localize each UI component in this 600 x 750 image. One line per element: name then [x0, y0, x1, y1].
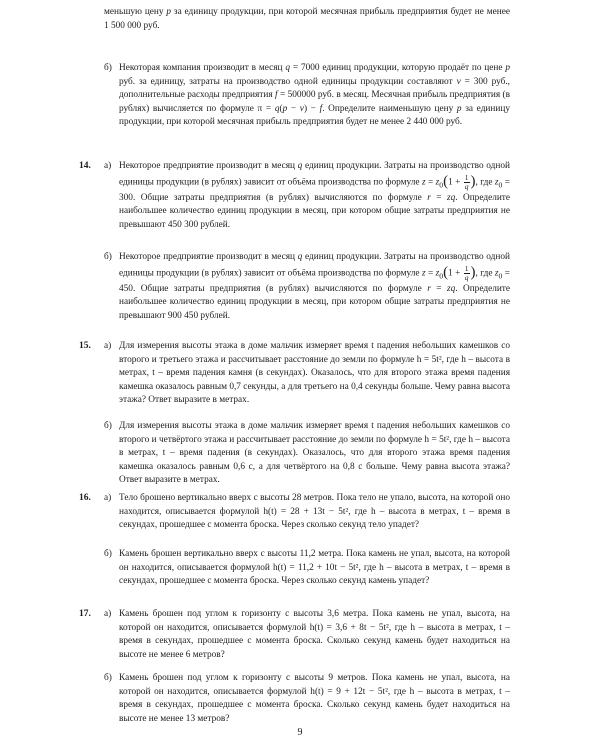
- problem-14b-text: Некоторое предприятие производит в месяц q единиц продукции. Затраты на производство одной единицы продукции (в рублях) зависит от объёма производства по формуле $z = z_0(1$ + $\frac{1}{q}$), где $z_0 = 450$. Общие затраты предприятия (в рублях) вычисляются по формуле r = zq. Определите наибольшее количество единиц продукции в месяц, при котором общие затраты предприятия не превышают 900 450 рублей.: [119, 252, 511, 321]
- problem-number-15: 15.: [79, 341, 91, 351]
- problem-16b-text: Камень брошен вертикально вверх с высоты 11,2 метра. Пока камень не упал, высота, на которой он находится, описывается формулой h(t) = 11,2 + 10t − 5t², где h – высота в метрах, t – время в секундах, прошедшее с момента броска. Через сколько секунд камень упадет?: [119, 549, 510, 587]
- label-15b: б): [104, 421, 112, 431]
- label-16b: б): [104, 549, 112, 559]
- label-17a: а): [104, 609, 112, 619]
- problem-15b-text: Для измерения высоты этажа в доме мальчик измеряет время t падения небольших камешков со второго и четвёртого этажа и рассчитывает расстояние до земли по формуле h = 5t², где h – высота в метрах, t – время падения (в секундах). Оказалось, что для второго этажа время падения камешка оказалось равным 0,6 с, а для четвёртого на 0,8 с больше. Чему равна высота этажа? Ответ выразите в метрах.: [119, 421, 510, 486]
- label-13b: б): [104, 63, 112, 73]
- continuation-text: меньшую цену p за единицу продукции, при которой месячная прибыль предприятия будет не менее 1 500 000 руб.: [104, 7, 510, 31]
- label-14a: а): [104, 161, 112, 171]
- label-14b: б): [104, 252, 112, 262]
- problem-14a-text: Некоторое предприятие производит в месяц q единиц продукции. Затраты на производство одной единицы продукции (в рублях) зависит от объёма производства по формуле $z = z_0(1$ + $\frac{1}{q}$), где $z_0 = 300$. Общие затраты предприятия (в рублях) вычисляются по формуле r = zq. Определите наибольшее количество единиц продукции в месяц, при котором общие затраты предприятия не превышают 450 300 рублей.: [119, 161, 511, 230]
- problem-number-14: 14.: [79, 161, 91, 171]
- label-16a: а): [104, 493, 112, 503]
- label-17b: б): [104, 673, 112, 683]
- label-15a: а): [104, 341, 112, 351]
- problem-17b-text: Камень брошен под углом к горизонту с высоты 9 метров. Пока камень не упал, высота, на которой он находится, описывается формулой h(t) = 9 + 12t − 5t², где h – высота в метрах, t – время в секундах, прошедшее с момента броска. Сколько секунд камень будет находиться на высоте не менее 13 метров?: [119, 673, 510, 724]
- problem-13b-text: Некоторая компания производит в месяц q = 7000 единиц продукции, которую продаёт по цене p руб. за единицу, затраты на производство одной единицы продукции составляют v = 300 руб., дополнительные расходы предприятия f = 500000 руб. в месяц. Месячная прибыль предприятия (в рублях) вычисляется по формуле π = q(p − v) − f. Определите наименьшую цену p за единицу продукции, при которой месячная прибыль предприятия будет не менее 2 440 000 руб.: [119, 63, 511, 128]
- problem-17a-text: Камень брошен под углом к горизонту с высоты 3,6 метра. Пока камень не упал, высота, на которой он находится, описывается формулой h(t) = 3,6 + 8t − 5t², где h – высота в метрах, t – время в секундах, прошедшее с момента броска. Сколько секунд камень будет находиться на высоте не менее 6 метров?: [119, 609, 510, 660]
- problem-16a-text: Тело брошено вертикально вверх с высоты 28 метров. Пока тело не упало, высота, на которой оно находится, описывается формулой h(t) = 28 + 13t − 5t², где h – высота в метрах, t – время в секундах, прошедшее с момента броска. Через сколько секунд тело упадет?: [119, 493, 510, 531]
- page-number: 9: [297, 727, 303, 738]
- problem-number-17: 17.: [79, 609, 91, 619]
- problem-15a-text: Для измерения высоты этажа в доме мальчик измеряет время t падения небольших камешков со второго и третьего этажа и рассчитывает расстояние до земли по формуле h = 5t², где h – высота в метрах, t – время падения камня (в секундах). Оказалось, что для второго этажа время падения камешка оказалось равным 0,7 секунды, а для третьего на 0,4 секунды больше. Чему равна высота этажа? Ответ выразите в метрах.: [119, 341, 510, 406]
- problem-number-16: 16.: [79, 493, 91, 503]
